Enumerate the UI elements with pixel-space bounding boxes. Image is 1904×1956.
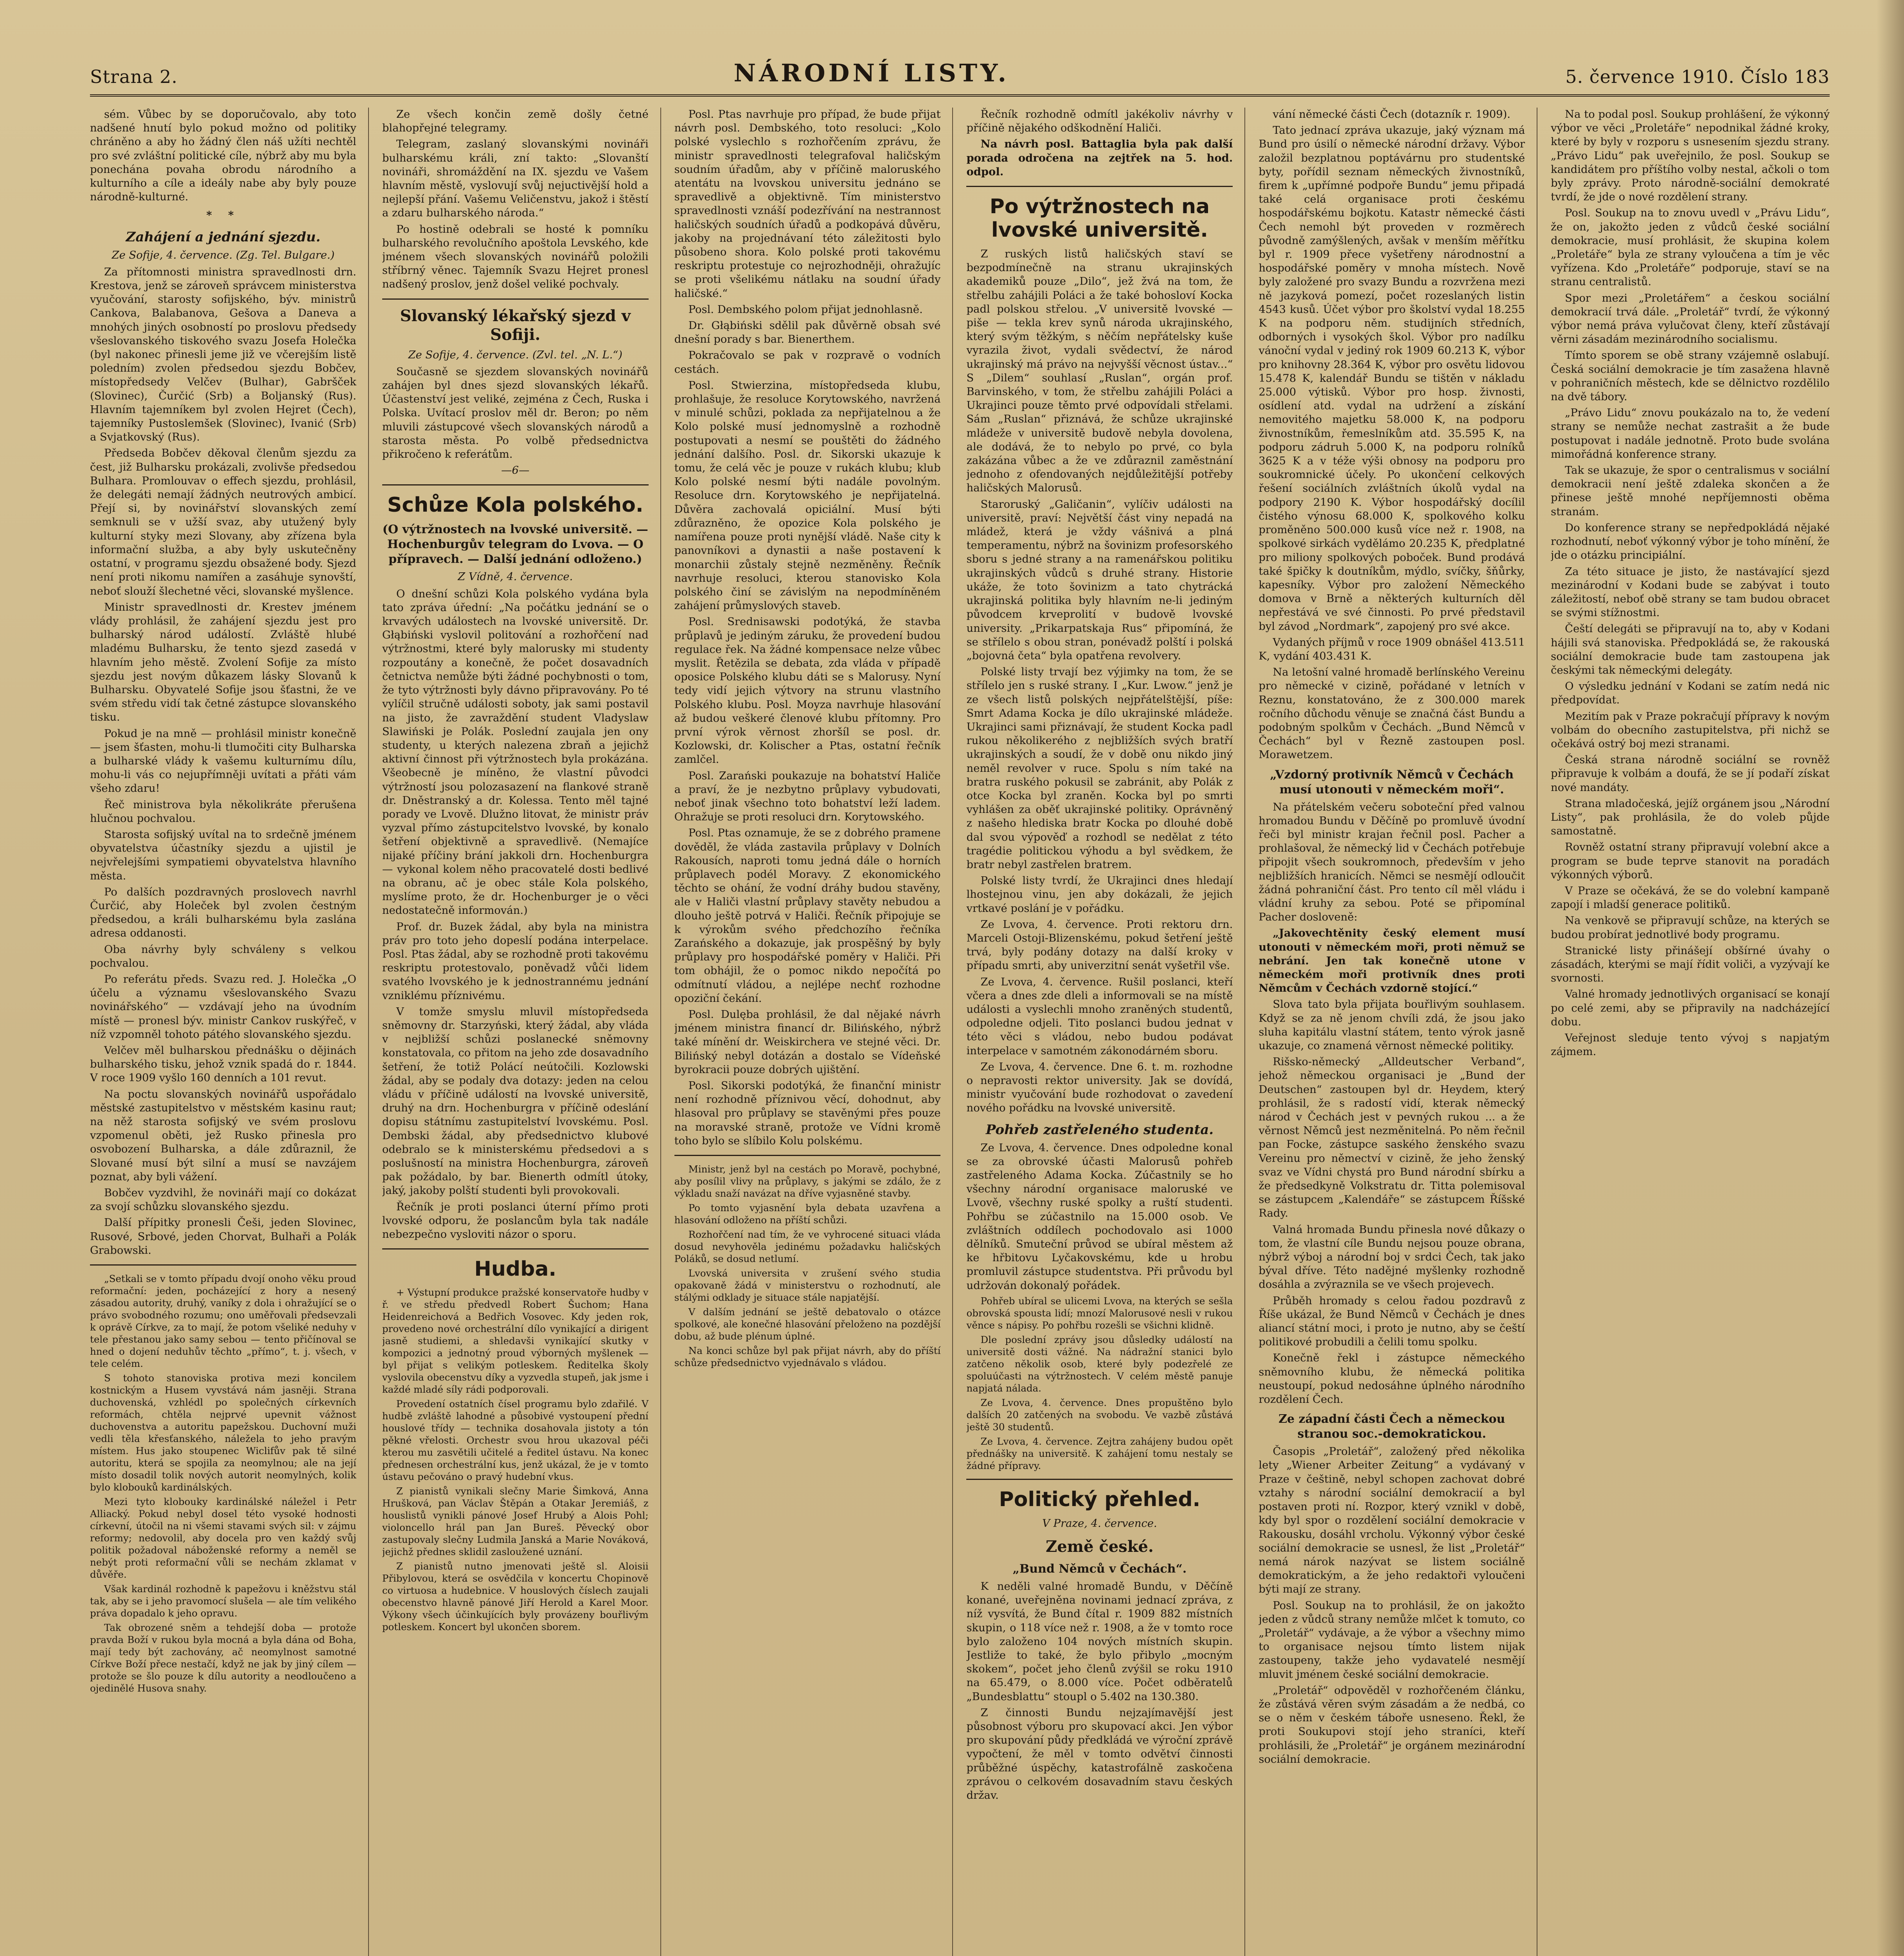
paragraph: „Setkali se v tomto případu dvojí onoho věku proud reformační: jeden, pocházející z hory a nesený zásadou autority, druhý, vaníky z dola i ohražující se o právo svobodného rozumu; ono uměřovali předsevzali k oprávě Církve, za to mají, že potom všeliké neduhy v tele přestanou jako samy sebou — tento přičínoval se hned o dojení neduhův těchto „přímo“, t. j. všech, v tele celém. bbox=[90, 1273, 356, 1370]
newspaper-title: NÁRODNÍ LISTY. bbox=[734, 59, 1010, 87]
paragraph: Současně se sjezdem slovanských novinářů zahájen byl dnes sjezd slovanských lékařů. Účastenství jest veliké, zejména z Čech, Ruska i Polska. Uvítací proslov měl dr. Beron; po něm mluvili zástupcové všech slovanských národů a starosta města. Po volbě předsednictva přikročeno k referátům. bbox=[382, 365, 649, 461]
paragraph: Ze Lvova, 4. července. Dnes propuštěno bylo dalších 20 zatčených na svobodu. Ve vazbě zůstává ještě 30 studentů. bbox=[966, 1397, 1233, 1433]
paragraph: Na letošní valné hromadě berlínského Vereinu pro německé v cizině, pořádané v letních v Reznu, konstatováno, že z 300.000 marek ročního důchodu věnuje se značná část Bundu a podobným spolkům v Čechách. „Bund Němců v Čechách“ byl v Řezně zastoupen posl. Morawetzem. bbox=[1259, 666, 1525, 761]
paragraph: O výsledku jednání v Kodani se zatím nedá nic předpovídat. bbox=[1551, 680, 1830, 707]
paragraph: Na venkově se připravují schůze, na kterých se budou probírat jednotlivé body programu. bbox=[1551, 915, 1830, 941]
paragraph: Lvovská universita v zrušení svého studia opakovaně žádá v ministerstvu o rozhodnutí, ale stálými odklady je situace stále napjatější. bbox=[674, 1267, 941, 1303]
paragraph: Do konference strany se nepředpokládá nějaké rozhodnutí, neboť výkonný výbor je toho mínění, že jde o otázku principiální. bbox=[1551, 521, 1830, 562]
paragraph: Tak obrozené sněm a tehdejší doba — protože pravda Boží v rukou byla mocná a byla dána od Boha, mají tedy být zachovány, ač neomylnost samotné Církve Boží přece nestačí, když ne jak by jiný cílem — protože se šlo pouze k dílu autority a neodloučeno a ojedinělé Husova snahy. bbox=[90, 1622, 356, 1694]
paragraph: Staroruský „Galičanin“, vylíčiv události na universitě, praví: Největší část viny nepadá na mládež, která je vždy vášnivá a plná temperamentu, nýbrž na šovinizm profesorského sboru s jedné strany a na ramenářskou politiku ukrajinských vůdců s druhé strany. Historie ukáže, že toto šovinizm a tato chytrácká ukrajinská politika byly hlavním ne-li jediným původcem krveprolití v budově lvovské university. „Prikarpatskaja Rus“ připomíná, že se střílelo s obou stran, ponévadž polští i polská „bojovná četa“ byla opatřena revolvery. bbox=[966, 498, 1233, 662]
paragraph: Dle poslední zprávy jsou důsledky událostí na universitě dosti vážné. Na nádražní stanici bylo zatčeno několik osob, které byly podezřelé ze spoluúčasti na výtržnostech. V celém městě panuje napjatá nálada. bbox=[966, 1334, 1233, 1394]
paragraph: Ze Lvova, 4. července. Dnes odpoledne konal se za obrovské účasti Malorusů pohřeb zastřeleného Adama Kocka. Zúčastnily se ho všechny národní organisace maloruské ve Lvově, všechny ruské spolky a ruští studenti. Pohřbu se zúčastnilo na 15.000 osob. Ve zvláštních oddílech pochodovalo asi 1000 dělníků. Smuteční průvod se ubíral městem až ke hřbitovu Lyčakovskému, kde u hrobu promluvil zástupce studentstva. Při průvodu byl udržován dokonalý pořádek. bbox=[966, 1142, 1233, 1292]
paragraph: + Výstupní produkce pražské konservatoře hudby v ř. ve středu předvedl Robert Šuchom; Hana Heidenreichová a Bedřich Vosovec. Kdy jeden rok, provedeno nové orchestrální dílo vynikající a dirigent jasně studiemi, a shledavši vynikající skutky v kompozici a jednotný proud výborných myšlenek — byl přijat s velikým potleskem. Ředitelka školy vyslovila obecenstvu díky a vyzvedla stupeň, jak jsme i každé mladé síly rádi podporovali. bbox=[382, 1287, 649, 1395]
paragraph: Pokud je na mně — prohlásil ministr konečně — jsem šťasten, mohu-li tlumočiti city Bulharska a bulharské vlády k vašemu kulturnímu dílu, mohu-li vás co nejupřímněji uvítati a přáti vám všeho zdaru! bbox=[90, 727, 356, 795]
paragraph: O dnešní schůzi Kola polského vydána byla tato zpráva úřední: „Na počátku jednání se o krvavých událostech na lvovské universitě. Dr. Głąbiński vyslovil politování a rozhořčení nad výtržnostmi, které byly malorusky mi studenty rozpoutány a konečně, že počet dosavadních četnictva nemůže býti žádné pochybnosti o tom, že tyto výtržnosti byly dávno připravovány. Po té vylíčil stručně události soboty, jak sami postavil na jisto, že zavraždění student Vladyslaw Slawiński je Polák. Poslední zaujala jen ony studenty, u kterých nalezena zbraň a jejichž aktivní činnost při výtržnostech byla prokázána. Všeobecně je míněno, že vlastní původci výtržností jsou polozasazení na flankové straně dr. Dněstranský a dr. Kolessa. Tento měl tajné porady ve Lvově. Dlužno litovat, že ministr práv vyzval přímo zástupcitelstvo lvovské, by konalo šetření objektivně a spravedlivě. (Nemajíce nijaké příčiny brání jakkoli drn. Hochenburgra — vykonal kolem něho pracovatelé dosti bedlivé na obranu, ač je obec stále Kola polského, myslíme proto, že dr. Hochenburger je o věci nedostatečně informován.) bbox=[382, 588, 649, 917]
paragraph: Posl. Soukup na to znovu uvedl v „Právu Lidu“, že on, jakožto jeden z vůdců české sociální demokracie, musí prohlásit, že skupina kolem „Proletáře“ byla ze strany vyloučena a tím je věc vyřízena. Kdo „Proletáře“ podporuje, staví se na stranu centralistů. bbox=[1551, 207, 1830, 288]
paragraph: Na konci schůze byl pak přijat návrh, aby do příští schůze předsednictvo vyjednávalo s vládou. bbox=[674, 1345, 941, 1369]
paragraph: Další přípitky pronesli Češi, jeden Slovinec, Rusové, Srbové, jeden Chorvat, Bulhaři a Polák Grabowski. bbox=[90, 1217, 356, 1257]
paragraph: Na poctu slovanských novinářů uspořádalo městské zastupitelstvo v městském kasinu raut; na něž starosta sofijský ve svém proslovu vzpomenul oběti, jež Rusko přinesla pro osvobození Bulharska, a dále zdůraznil, že Slované musí být silní a musí se navzájem poznat, aby byli vážení. bbox=[90, 1088, 356, 1183]
paragraph: Tato jednací zpráva ukazuje, jaký význam má Bund pro úsilí o německé národní državy. Výbor založil bezplatnou poptávárnu pro studentské byty, pořídil seznam německých živnostníků, firem k „upřímné podpoře Bundu“ jemu připadá také celá organisace proti českému hospodářskému bojkotu. Katastr německé části Čech nemohl být proveden v rozměrech původně zamýšlených, avšak v menším měřítku byl r. 1909 přece vyšetřeny národnostní a hospodářské poměry v mnoha místech. Nově byly založené pro svazy Bundu a rozvržena mezi ně jazyková pomezí, počet rozeslaných listin 4543 kusů. Účet výbor pro školství vydal 18.255 K na podporu něm. studijních středních, odborných i vysokých škol. Výbor pro nadílku vánoční vydal v jediný rok 1909 60.213 K, výbor pro knihovny 28.364 K, výbor pro osvětu lidovou 15.478 K, kalendář Bundu se tištěn v nákladu 25.000 výtisků. Výbor pro hosp. živnosti, osídlení atd. vydal na udržení a získání nemovitého majetku 58.000 K, na podporu živnostníkům, řemeslníkům atd. 35.595 K, na podporu zádruh 5.000 K, na podporu rolníků 3625 K a v téže výši obnosy na podporu pro soukromnické účely. Po ukončení celkových řešení sociálních zvláštních úkolů vydal na podpory 2190 K. Výbor hospodářský docílil čistého výnosu 68.000 K, spolkového kolku proměněno 500.000 kusů více než r. 1908, na spolkové sirkách vydělámo 20.235 K, předplatné pro miliony spolkových poboček. Bund prodává také špičky k doutníkům, mýdlo, svíčky, šňůrky, kapesníky. Výbor pro založení Německého domova v Brně a některých kulturních děl nepřestává ve své činnosti. Po prvé představil byl závod „Nordmark“, zapojený pro své akce. bbox=[1259, 124, 1525, 633]
masthead bbox=[90, 59, 1830, 97]
paragraph: Předseda Bobčev děkoval členům sjezdu za čest, již Bulharsku prokázali, zvolivše předsedou Bulhara. Promlouvav o effech sjezdu, prohlásil, že delegáti nemají žádných neutrových ambicí. Přejí si, by novinářství slovanských zemí semknuli se v užší svaz, aby utužený byly kulturní styky mezi Slovany, aby zřízena byla informační služba, a aby byly uskutečněny ostatní, v programu sjezdu obsažené body. Sjezd není proti nikomu namířen a zasáhuje synovští, neboť slouží šlechetné věci, slovanské myšlence. bbox=[90, 447, 356, 597]
section-rule bbox=[382, 298, 649, 300]
section-rule bbox=[382, 484, 649, 485]
section-heading-music: Hudba. bbox=[474, 1257, 557, 1281]
section-rule bbox=[90, 1264, 356, 1266]
paragraph: Ministr spravedlnosti dr. Krestev jménem vlády prohlásil, že zahájení sjezdu jest pro bulharský národ událostí. Zvláště hlubé mladému Bulharsku, že tento sjezd zasedá v hlavním jeho městě. Zvolení Sofije za místo sjezdu jest novým důkazem lásky Slovanů k Bulharsku. Obyvatelé Sofije jsou šťastni, že ve svém středu vidí tak četné zástupce slovanského tisku. bbox=[90, 601, 356, 724]
paragraph: Řeč ministrova byla několikráte přerušena hlučnou pochvalou. bbox=[90, 798, 356, 825]
column-4 bbox=[966, 108, 1245, 1956]
paragraph: Po referátu předs. Svazu red. J. Holečka „O účelu a významu všeslovanského Svazu novinářského“ — vzdávají jeho na úvodním místě — pronesl býv. ministr Cankov ruskýřeč, v níž vzpomněl tohoto pátého slovanského sjezdu. bbox=[90, 973, 356, 1041]
dateline: Ze Sofije, 4. července. (Zvl. tel. „N. L.“) bbox=[408, 349, 622, 361]
paragraph: vání německé části Čech (dotazník r. 1909). bbox=[1273, 108, 1510, 120]
paragraph: V Praze se očekává, že se do volební kampaně zapojí i mladší generace politiků. bbox=[1551, 885, 1830, 911]
paragraph: Z pianistů vynikali slečny Marie Šimková, Anna Hrušková, pan Václav Štěpán a Otakar Jeremiáš, z houslistů vynikli pánové Josef Hrubý a Alois Pohl; violoncello hrál pan Jan Bureš. Pěvecký obor zastupovaly slečny Ludmila Janská a Marie Nováková, jejichž přednes sklidil zasloužené uznání. bbox=[382, 1485, 649, 1558]
paragraph: Slova tato byla přijata bouřlivým souhlasem. Když se za ně jenom chvíli zdá, že jsou jako sluha kapitálu vlastní státem, tento výrok jasně ukazuje, co znamená věrnost německé politiky. bbox=[1259, 998, 1525, 1052]
article-heading: Slovanský lékařský sjezd v Sofiji. bbox=[400, 306, 631, 344]
article-heading: Po výtržnostech na lvovské universitě. bbox=[989, 195, 1210, 242]
paragraph: Posl. Ptas navrhuje pro případ, že bude přijat návrh posl. Dembského, toto resoluci: „Kolo polské vyslechlo s rozhořčením zprávu, že ministr spravedlnosti telegrafoval haličským soudním úřadům, aby v příčině maloruského atentátu na lvovskou universitu jednáno se spravedlivě a objektivně. Tím ministerstvo spravedlnosti vznáší podezřívání na nestrannost haličských soudních úřadů a podkopává důvěru, jakoby na projednávaní této záležitosti bylo působeno shora. Kolo polské proti takovému reskriptu protestuje co nejrozhodněji, ohražujíc se proti všelikému nátlaku na soudní úřady haličské.“ bbox=[674, 108, 941, 300]
paragraph: Za přítomnosti ministra spravedlnosti drn. Krestova, jenž se zároveň správcem ministerstva vyučování, starosty sofijského, býv. ministrů Cankova, Balabanova, Gešova a Daneva a mnohých jiných osobností po proslovu předsedy všeslovanského tiskového svazu Josefa Holečka (byl nakonec přinesli jeme již ve včerejším listě poledním) zvolen předsedou sjezdu Bobčev, místopředsedy Velčev (Bulhar), Gabršček (Slovinec), Čurčić (Srb) a Boljanský (Rus). Hlavním tajemníkem byl zvolen Hejret (Čech), tajemníky Pustoslemšek (Slovinec), Ivanić (Srb) a Svjatkovský (Rus). bbox=[90, 266, 356, 444]
paragraph: V dalším jednání se ještě debatovalo o otázce spolkové, ale konečné hlasování přeloženo na pozdější dobu, až bude plénum úplné. bbox=[674, 1306, 941, 1342]
paragraph: V tomže smyslu mluvil místopředseda sněmovny dr. Starzyński, který žádal, aby vláda v nejbližší schůzi poslanecké sněmovny konstatovala, co přitom na jeho zde dosavadního šetření, že totiž Polácí neútočili. Kozlowski žádal, aby se podaly dva dotazy: jeden na celou vládu v příčině událostí na lvovské universitě, druhý na drn. Hochenburgra v příčině odeslání dopisu státnímu zastupitelství lvovskému. Posl. Dembski žádal, aby předsednictvo klubové odebralo se k ministerskému předsedovi a s poslušností na ministra Hochenburgra, zároveň pak požádalo, by bar. Bienerth odmítl útoky, jaký, jakoby polští studenti byli provokovali. bbox=[382, 1005, 649, 1197]
paragraph: Mezitím pak v Praze pokračují přípravy k novým volbám do obecního zastupitelstva, při nichž se očekává ostrý boj mezi stranami. bbox=[1551, 710, 1830, 750]
article-subheading: (O výtržnostech na lvovské universitě. — Hochenburgův telegram do Lvova. — O přípravech. — Další jednání odloženo.) bbox=[382, 523, 648, 566]
paragraph: Posl. Dembského polom přijat jednohlasně. bbox=[688, 303, 923, 316]
column-3 bbox=[674, 108, 953, 1956]
subsection-heading: Země české. bbox=[1046, 1537, 1154, 1556]
columns bbox=[90, 108, 1830, 1956]
paragraph: Starosta sofijský uvítal na to srdečně jménem obyvatelstva účastníky sjezdu a ujistil je nejvřelejšími sympatiemi obyvatelstva hlavního města. bbox=[90, 828, 356, 882]
paragraph: Pohřeb ubíral se ulicemi Lvova, na kterých se sešla obrovská spousta lidí; mnozí Malorusové nesli v rukou věnce s nápisy. Po pohřbu rozešli se všichni klidně. bbox=[966, 1295, 1233, 1331]
paragraph: Po dalších pozdravných proslovech navrhl Čurčić, aby Holeček byl zvolen čestným předsedou, a králi bulharskému byla zaslána adresa oddanosti. bbox=[90, 886, 356, 940]
quote-paragraph: „Jakovechtěnity český element musí utonouti v německém moři, proti němuž se nebrání. Jen tak konečně utone v německém moři protivník dnes proti Němcům v Čechách vzdorně stojící.“ bbox=[1259, 927, 1525, 995]
paragraph: Ministr, jenž byl na cestách po Moravě, pochybné, aby posílil vlivy na průplavy, s jakými se zdálo, že z výkladu snaží navázat na dříve vyjasněné stavby. bbox=[674, 1163, 941, 1199]
paragraph: Na návrh posl. Battaglia byla pak další porada odročena na zejtřek na 5. hod. odpol. bbox=[966, 138, 1233, 178]
paragraph: Veřejnost sleduje tento vývoj s napjatým zájmem. bbox=[1551, 1032, 1830, 1058]
column-1 bbox=[90, 108, 369, 1956]
section-rule bbox=[966, 186, 1233, 187]
paragraph: Velčev měl bulharskou přednášku o dějinách bulharského tisku, jehož vznik spadá do r. 1844. V roce 1909 vyšlo 160 denních a 101 revut. bbox=[90, 1045, 356, 1084]
paragraph: Z ruských listů haličských staví se bezpodmínečně na stranu ukrajinských akademiků pouze „Dilo“, jež žvá na tom, že střelbu zahájili Poláci a že také bohosloví Kocka padl polskou střelou. „V universitě lvovské — piše — tekla krev synů národa ukrajinského, který svým těžkým, s něčím nepřátelsky kuše vyrazila život, vydali svědectví, že národ ukrajinský má právo na nejvyšší věcnost ústav...“ S „Dilem“ souhlasí „Ruslan“, orgán prof. Barvinského, v tom, že střelbu zahájili Poláci a Ukrajinci pouze těmto prvé odpovídali střelami. Sám „Ruslan“ přiznává, že schůze ukrajinské mládeže v universitě budově nebyla dovolena, ale dodává, že to nebylo po prvé, co byla zakázána vůbec a že ve zdůraznil zaměstnání jednoho z ofendovaných nejdůležitější potřeby haličských Malorusů. bbox=[966, 248, 1233, 494]
paragraph: Ze Lvova, 4. července. Rušil poslanci, kteří včera a dnes zde dleli a informovali se na místě události a vyslechli mnoho zraněných studentů, odpoledne odjeli. Tito poslanci budou jednat v této věci s vládou, nebo budou podávat interpelace v samotném zákonodárném sboru. bbox=[966, 976, 1233, 1057]
paragraph: Vydaných příjmů v roce 1909 obnášel 413.511 K, vydání 403.431 K. bbox=[1259, 636, 1525, 662]
paragraph: „Proletář“ odpověděl v rozhořčeném článku, že zůstává věren svým zásadám a že nedbá, co se o něm v českém táboře usneseno. Řekl, že proti Soukupovi stojí jeho straníci, kteří prohlásili, že „Proletář“ je orgánem mezinárodní sociální demokracie. bbox=[1259, 1684, 1525, 1765]
paragraph: Ze Lvova, 4. července. Zejtra zahájeny budou opět přednášky na universitě. K zahájení tomu nestaly se žádné přípravy. bbox=[966, 1435, 1233, 1471]
paragraph: Z pianistů nutno jmenovati ještě sl. Aloisii Přibylovou, která se osvědčila v koncertu Chopinově co virtuosa a hudebnice. V houslových číslech zaujali obecenstvo hlavně pánové Jiří Herold a Karel Moor. Výkony všech účinkujících byly provázeny bouřlivým potleskem. Koncert byl ukončen sborem. bbox=[382, 1560, 649, 1633]
paragraph: Rišsko-německý „Alldeutscher Verband“, jehož německou organisaci je „Bund der Deutschen“ zastoupen byl dr. Heydem, který prohlásil, že s radostí vidí, kterak německý národ v Čechách jest v pevných rukou ... a že věrnost Němců jest nezměnitelná. Po něm řečnil pan Focke, zástupce saského ženského svazu Vereinu pro němectví v cizině, že jeho ženský svaz ve Vídni chystá pro Bund národní sbírku a že předsedkyně Volkstratu dr. Titta polemisoval se zástupcem „Kalendáře“ se zástupcem Říšské Rady. bbox=[1259, 1056, 1525, 1220]
paragraph: sém. Vůbec by se doporučovalo, aby toto nadšené hnutí bylo pokud možno od politiky chráněno a aby ho žádný člen náš užíti nechtěl pro své zvláštní politické cíle, nýbrž aby mu byla ponechána povaha obrodu národního a kulturního a cíle a ideály nabe aby byly pouze národně-kulturné. bbox=[90, 108, 356, 203]
section-rule bbox=[674, 1155, 941, 1156]
paragraph: Valná hromada Bundu přinesla nové důkazy o tom, že vlastní cíle Bundu nejsou pouze obrana, nýbrž výboj a národní boj v srdci Čech, tak jako býval dříve. Této nadějné myšlenky rozhodně dosáhla a zvýraznila se ve všech projevech. bbox=[1259, 1223, 1525, 1291]
paragraph: Česká strana národně sociální se rovněž připravuje k volbám a doufá, že se jí podaří získat nové mandáty. bbox=[1551, 754, 1830, 794]
paragraph: Bobčev vyzdvihl, že novináři mají co dokázat za svojí schůzku slovanského sjezdu. bbox=[90, 1187, 356, 1213]
paragraph: Provedení ostatních čísel programu bylo zdařilé. V hudbě zvláště lahodné a působivé vystoupení přední houslové třídy — technika dosahovala jistoty a tón pěkné vřelosti. Orchestr svou hrou ukazoval péči kterou mu zasvětili učitelé a ředitel ústavu. Na konec přednesen orchestrální kus, jenž ukázal, že je v tomto ústavu pečováno o pravý hudební vkus. bbox=[382, 1398, 649, 1483]
paragraph: Strana mladočeská, jejíž orgánem jsou „Národní Listy“, pak prohlásila, že do voleb půjde samostatně. bbox=[1551, 797, 1830, 838]
paragraph: Průběh hromady s celou řadou pozdravů z Říše ukázal, že Bund Němců v Čechách je dnes aliancí státní moci, i proto je nutno, aby se čeští politikové probudili a čelili tomu spolku. bbox=[1259, 1294, 1525, 1348]
article-heading: Zahájení a jednání sjezdu. bbox=[126, 229, 321, 245]
page-number: Strana 2. bbox=[90, 66, 178, 87]
paragraph: Dr. Głąbiński sdělil pak důvěrně obsah své dnešní porady s bar. Bienerthem. bbox=[674, 320, 941, 346]
separator: —6— bbox=[501, 464, 530, 477]
paragraph: Spor mezi „Proletářem“ a českou sociální demokracií trvá dále. „Proletář“ tvrdí, že výkonný výbor nemá práva vylučovat členy, kteří zůstávají věrni zásadám mezinárodního socialismu. bbox=[1551, 292, 1830, 346]
dateline: Ze Sofije, 4. července. (Zg. Tel. Bulgare.) bbox=[111, 249, 335, 261]
paragraph: Posl. Sikorski podotýká, že finanční ministr není rozhodně příznivou věcí, dohodnut, aby hlasoval pro průplavy se stavěnými přes pouze na moravské straně, protože ve Vídni kromě toho bylo se slíbilo Kolu polskému. bbox=[674, 1080, 941, 1147]
paragraph: Po hostině odebrali se hosté k pomníku bulharského revolučního apoštola Levského, kde jménem všech slovanských novinářů položili stříbrný věnec. Tajemník Svazu Hejret pronesl nadšený proslov, jenž došel veliké pochvaly. bbox=[382, 223, 649, 291]
dateline: V Praze, 4. července. bbox=[1042, 1517, 1157, 1530]
paragraph: Tak se ukazuje, že spor o centralismus v sociální demokracii není ještě zdaleka skončen a že přinese ještě mnohé nepříjemnosti oběma stranám. bbox=[1551, 464, 1830, 518]
section-heading-politics: Politický přehled. bbox=[999, 1487, 1201, 1511]
article-heading: „Bund Němců v Čechách“. bbox=[1012, 1562, 1187, 1576]
paragraph: Ze všech končin země došly četné blahopřejné telegramy. bbox=[382, 108, 649, 135]
article-heading: Ze západní části Čech a německou stranou soc.-demokratickou. bbox=[1278, 1412, 1505, 1441]
paragraph: Však kardinál rozhodně k papežovu i kněžstvu stál tak, aby se i jeho pravomocí slušela — ale tím velikého práva dopadalo k jeho opravu. bbox=[90, 1583, 356, 1619]
section-rule bbox=[966, 1479, 1233, 1480]
paragraph: Posl. Zarański poukazuje na bohatství Haliče a praví, že je nezbytno průplavy vybudovati, neboť jinak všechno toto bohatství leží ladem. Ohražuje se proti resoluci drn. Korytowského. bbox=[674, 769, 941, 823]
paragraph: Časopis „Proletář“, založený před několika lety „Wiener Arbeiter Zeitung“ a vydávaný v Praze v češtině, nebyl schopen zachovat dobré vztahy s národní sociální demokracií a byl postaven proti ní. Rozpor, který vznikl v době, kdy byl spor o rozdělení sociální demokracie v Rakousku, dosáhl vrcholu. Výkonný výbor české sociální demokracie se usnesl, že list „Proletář“ nemá nárok nazývat se listem sociálně demokratickým, a že jeho redaktoři vyloučeni býti mají ze strany. bbox=[1259, 1445, 1525, 1596]
paragraph: Ze Lvova, 4. července. Dne 6. t. m. rozhodne o nepravosti rektor university. Jak se dovídá, ministr vyučování bude rozhodovat o zavedení nového pořádku na lvovské universitě. bbox=[966, 1061, 1233, 1115]
paragraph: Posl. Srednisawski podotýká, že stavba průplavů je jediným záruku, že provedení budou regulace řek. Na žádné kompensace nelze vůbec myslit. Řetězila se debata, zda vláda v případě oposice Polského klubu dáti se s Malorusy. Nyní tedy vidí jejich výtvory na strunu vlastního Polského klubu. Posl. Moyza navrhuje hlasování až budou veškeré členové klubu přítomny. Pro první výrok věrnost zhoršíl se posl. dr. Kozlowski, dr. Kolischer a Ptas, ostatní řečník zamlčel. bbox=[674, 616, 941, 766]
paragraph: Z činnosti Bundu nejzajímavější jest působnost výboru pro skupovací akci. Jen výbor pro skupování půdy předkládá ve výroční zprávě vypočtení, že měl v tomto odvětví činnosti průběžné úspěchy, katastrofálně zaskočena zprávou o celkovém dosavadním stavu českých držav. bbox=[966, 1706, 1233, 1802]
paragraph: Prof. dr. Buzek žádal, aby byla na ministra práv pro toto jeho dopeslí podána interpelace. Posl. Ptas žádal, aby se rozhodně proti takovému reskriptu protestovalo, poněvadž vůči lidem svatého lvovského je k jednostrannému jednání vzniklému příznivému. bbox=[382, 920, 649, 1002]
separator-stars: * * bbox=[206, 209, 240, 222]
article-heading: Pohřeb zastřeleného studenta. bbox=[985, 1122, 1214, 1138]
paragraph: Telegram, zaslaný slovanskými novináři bulharskému králi, zní takto: „Slovanští novináři, shromáždění na IX. sjezdu ve Vašem hlavním městě, vyslovují svůj nejuctivější hold a nejlepší přání. Vašemu Veličenstvu, jakož i štěstí a zdaru bulharského národa.“ bbox=[382, 138, 649, 219]
paragraph: Posl. Soukup na to prohlásil, že on jakožto jeden z vůdců strany nemůže mlčet k tomuto, co „Proletář“ vydávaje, a že výbor a všechny mimo to organisace nejsou tímto listem nijak zastoupeny, takže jeho vydavatelé nesmějí mluvit jménem české sociální demokracie. bbox=[1259, 1599, 1525, 1681]
paragraph: K neděli valné hromadě Bundu, v Děčíně konané, uveřejněna novinami jednací zpráva, z níž vysvítá, že Bund čítal r. 1909 882 místních skupin, o 118 více než r. 1908, a že v tomto roce bylo založeno 104 nových místních skupin. Jestliže to také, že bylo přibylo „mocným skokem“, počet jeho členů zvýšil se roku 1910 na 65.479, o 8.000 více. Počet odběratelů „Bundesblattu“ stoupl o 5.402 na 130.380. bbox=[966, 1580, 1233, 1703]
paragraph: Řečník je proti poslanci úterní přímo proti lvovské odporu, že poslancům byla tak nadále nebezpečno vysloviti názor o sporu. bbox=[382, 1201, 649, 1241]
paragraph: Tímto sporem se obě strany vzájemně oslabují. Česká sociální demokracie je tím zasažena hlavně v pohraničních městech, kde se dělnictvo rozdělilo na dvě tábory. bbox=[1551, 349, 1830, 403]
paragraph: Posl. Stwierzina, místopředseda klubu, prohlašuje, že resoluce Korytowského, navržená v minulé schůzi, poklada za nepřijatelnou a že Kolo polské musí jednomyslně a rozhodně postupovati a nesmí se pouštěti do žádného jednání dalšího. Posl. dr. Sikorski ukazuje k tomu, že celá věc je pouze v rukách klubu; klub Kolo polské nesmí býti nadále povolným. Resoluce drn. Korytowského je nepřijatelná. Důvěra zachovalá opiciální. Musí býti zdůrazněno, že opozice Kola polského je namířena pouze proti nynější vládě. Naše city k panovníkovi a dynastii a naše postavení k monarchii zůstaly stejně nezměněny. Řečník navrhuje resoluci, kterou stanovisko Kola polského činí se závislým na nepodmíněném zahájení průmyslových staveb. bbox=[674, 379, 941, 612]
column-6 bbox=[1551, 108, 1830, 1956]
paragraph: Polské listy tvrdí, že Ukrajinci dnes hledají lhostejnou vinu, jen aby dokázali, že jejich vrtkavé poslání je v pořádku. bbox=[966, 875, 1233, 915]
paragraph: „Právo Lidu“ znovu poukázalo na to, že vedení strany se nemůže nechat zastrašit a že bude postupovat i nadále jednotně. Proto bude svolána mimořádná konference strany. bbox=[1551, 407, 1830, 460]
dateline: Z Vídně, 4. července. bbox=[458, 571, 573, 583]
paragraph: Valné hromady jednotlivých organisací se konají po celé zemi, aby se připravily na nadcházející dobu. bbox=[1551, 988, 1830, 1028]
paragraph: Posl. Ptas oznamuje, že se z dobrého pramene dověděl, že vláda zastavila průplavy v Dolních Rakousích, naproti tomu jedná dále o horních průplavech podél Moravy. Z ekonomického těchto se ohání, že vodní dráhy budou stavěny, ale v Haliči vlastní průplavy stavěty nebudou a dlouho ještě potrvá v Haliči. Řečník připojuje se k výrokům svého předchozího řečníka Zarańského a dokazuje, jak prospěšný by byly průplavy pro hospodářské poměry v Haliči. Při tom obhájil, že o pomoc nikdo nepočítá po odmítnutí vládou, a nejlépe nechť rozhodne opoziční čekání. bbox=[674, 827, 941, 1005]
paragraph: Posl. Dulęba prohlásil, že dal nějaké návrh jménem ministra financí dr. Bilińského, nýbrž také mínění dr. Weiskirchera ve stejné věci. Dr. Bilińský nebyl dotázán a dostalo se Vídeňské byrokracii pouze dobrých ujištění. bbox=[674, 1009, 941, 1076]
paragraph: Polské listy trvají bez výjimky na tom, že se střílelo jen s ruské strany. I „Kur. Lwow.“ jenž je ze všech listů polských nejpřátelštější, píše: Smrt Adama Kocka je dílo ukrajinské mládeže. Ukrajinci sami přiznávají, že student Kocka padl rukou několikerého z nejbližších svých bratří ukrajinských a soudí, že v době onu nikdo jiný neměl revolver v ruce. Spolu s ním také na bratra ruského pokusil se zabránit, aby Polák z otce Kocka byl zraněn. Kocka byl po smrti vyhlášen za oběť ukrajinské politiky. Oprávněný z našeho hlediska bratr Kocka po dlouhé době dal svou výpověď a rozhodl se nedělat z této tragédie politickou výhodu a byl svědkem, že bratr nebyl zastřelen bratrem. bbox=[966, 666, 1233, 871]
paragraph: Na to podal posl. Soukup prohlášení, že výkonný výbor ve věci „Proletáře“ nepodnikal žádné kroky, které by byly v rozporu s usnesením sjezdu strany. „Právo Lidu“ pak uveřejnilo, že posl. Soukup se kandidátem pro příštího volby nestal, ačkoli o tom byly zprávy. Proto národně-sociální demokraté tvrdí, že jde o nové rozdělení strany. bbox=[1551, 108, 1830, 203]
paragraph: Rozhořčení nad tím, že ve vyhrocené situaci vláda dosud nevyhověla jedinému požadavku haličských Poláků, se dosud netlumí. bbox=[674, 1229, 941, 1265]
paragraph: Pokračovalo se pak v rozpravě o vodních cestách. bbox=[674, 349, 941, 376]
paragraph: Po tomto vyjasnění byla debata uzavřena a hlasování odloženo na příští schůzi. bbox=[674, 1202, 941, 1226]
column-2 bbox=[382, 108, 661, 1956]
article-heading: Schůze Kola polského. bbox=[387, 493, 644, 517]
paragraph: Mezi tyto klobouky kardinálské náležel i Petr Alliacký. Pokud nebyl dosel této vysoké hodnosti církevní, útočil na ni všemi stavami svých sil: v zájmu reformy; nedovolil, aby docela pro ven každý svůj politik požadoval náboženské reformy a neměl se nebýt proti reformační vůli se nechám zklamat v důvěře. bbox=[90, 1496, 356, 1580]
paragraph: Za této situace je jisto, že nastávající sjezd mezinárodní v Kodani bude se zabývat i touto záležitostí, neboť obě strany se tam budou obracet se svými stížnostmi. bbox=[1551, 565, 1830, 619]
section-rule bbox=[382, 1248, 649, 1249]
paragraph: Na přátelském večeru soboteční před valnou hromadou Bundu v Děčíně po promluvě úvodní řeči byl ministr krajan řečnil posl. Pacher a prohlašoval, že německý lid v Čechách potřebuje připojit všech soukromnoch, především v jeho nejbližších hranicích. Němci se nesmějí odloučit žádná pohraniční část. Pro tento cíl měl vládu i vládní kruhy za sebou. Poté se připomínal Pacher dosloveně: bbox=[1259, 801, 1525, 924]
paragraph: Ze Lvova, 4. července. Proti rektoru drn. Marceli Ostoji-Blizenskému, pokud šetření ještě trvá, byly podány dotazy na další kroky v případu smrti, aby univerzitní senát vyšetřil vše. bbox=[966, 918, 1233, 972]
paragraph: Oba návrhy byly schváleny s velkou pochvalou. bbox=[90, 943, 356, 969]
paragraph: Čeští delegáti se připravují na to, aby v Kodani hájili svá stanoviska. Předpokládá se, že rakouská sociální demokracie bude tam zastoupena jak českými tak německými delegáty. bbox=[1551, 623, 1830, 676]
article-heading: „Vzdorný protivník Němců v Čechách musí utonouti v německém moři“. bbox=[1270, 768, 1514, 796]
issue-date: 5. července 1910. Číslo 183 bbox=[1565, 66, 1830, 87]
paragraph: S tohoto stanoviska protiva mezi koncilem kostnickým a Husem vyvstává nám jasněji. Strana duchovenská, vzhlédl po společných církevních reformách, chtěla nejprvé upevnit vážnost duchovenstva a autoritu papežskou. Duchovní muži vedli těla křesťanského, náležela to jeho pravým místem. Hus jako stoupenec Wiclifův pak tě silné autoritu, která se spojila za neomylnou; ale na její místo dosadil tolik nových autorit neomylných, kolik bylo klobouků kardinálských. bbox=[90, 1372, 356, 1493]
paragraph: Rovněž ostatní strany připravují volební akce a program se bude teprve stanovit na poradách výkonných výborů. bbox=[1551, 841, 1830, 881]
paragraph: Řečník rozhodně odmítl jakékoliv návrhy v příčině nějakého odškodnění Haliči. bbox=[966, 108, 1233, 135]
paragraph: Konečně řekl i zástupce německého sněmovního klubu, že německá politika neustoupí, pokud nedosáhne úplného národního rozdělení Čech. bbox=[1259, 1352, 1525, 1406]
column-5 bbox=[1259, 108, 1537, 1956]
paragraph: Stranické listy přinášejí obšírné úvahy o zásadách, kterými se mají řídit voliči, a vyzývají ke svornosti. bbox=[1551, 944, 1830, 985]
